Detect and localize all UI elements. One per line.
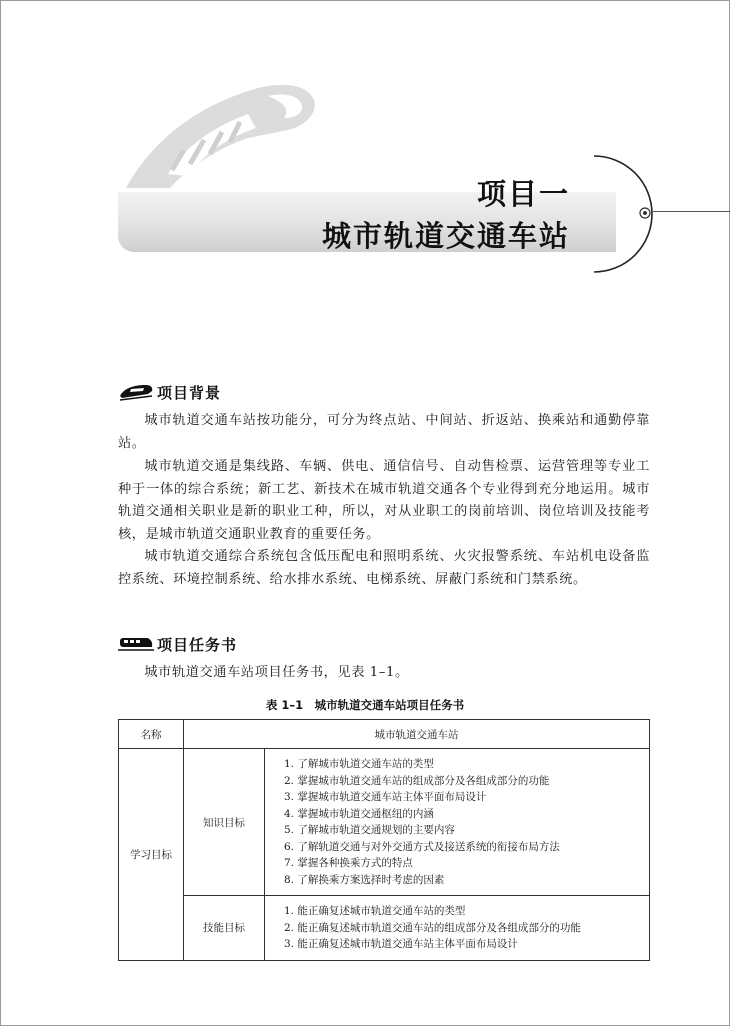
- train-icon: [118, 634, 154, 654]
- paragraph: 城市轨道交通车站按功能分，可分为终点站、中间站、折返站、换乘站和通勤停靠站。: [118, 413, 650, 451]
- list-item: 6. 了解轨道交通与对外交通方式及接送系统的衔接布局方法: [284, 840, 560, 853]
- paragraph: 城市轨道交通是集线路、车辆、供电、通信信号、自动售检票、运营管理等专业工种于一体的综合系统；新工艺、新技术在城市轨道交通各个专业得到充分地运用。城市轨道交通相关职业是新的职业工种，所以，对从业职工的岗前培训、岗位培训及技能考核，是城市轨道交通职业教育的重要任务。: [118, 459, 650, 542]
- list-item: 7. 掌握各种换乘方式的特点: [284, 857, 413, 869]
- header-name-value: 城市轨道交通车站: [184, 720, 650, 749]
- knowledge-goals-cell: [265, 749, 650, 896]
- section-heading-label: 项目任务书: [157, 635, 238, 654]
- skill-goals-label: 技能目标: [184, 896, 265, 961]
- table-caption: 表 1–1 城市轨道交通车站项目任务书: [265, 698, 465, 712]
- train-icon: [118, 382, 154, 402]
- table-row: [119, 896, 650, 961]
- list-item: 1. 能正确复述城市轨道交通车站的类型: [284, 905, 466, 917]
- list-item: 2. 能正确复述城市轨道交通车站的组成部分及各组成部分的功能: [284, 921, 581, 934]
- task-table: [118, 719, 650, 961]
- table-row: [119, 749, 650, 896]
- section-heading-label: 项目背景: [157, 383, 222, 402]
- list-item: 1. 了解城市轨道交通车站的类型: [284, 758, 434, 770]
- list-item: 3. 掌握城市轨道交通车站主体平面布局设计: [284, 791, 487, 803]
- skill-goals-cell: [265, 896, 650, 961]
- list-item: 4. 掌握城市轨道交通枢纽的内涵: [284, 807, 434, 820]
- train-illustration: [118, 78, 318, 196]
- knowledge-goals-list: [266, 750, 648, 894]
- paragraph: 城市轨道交通综合系统包含低压配电和照明系统、火灾报警系统、车站机电设备监控系统、环境控制系统、给水排水系统、电梯系统、屏蔽门系统和门禁系统。: [118, 549, 650, 587]
- list-item: 3. 能正确复述城市轨道交通车站主体平面布局设计: [284, 938, 518, 950]
- table-header-row: [119, 720, 650, 749]
- knowledge-goals-label: 知识目标: [184, 749, 265, 896]
- skill-goals-list: [266, 897, 648, 959]
- table-intro: 城市轨道交通车站项目任务书，见表 1–1。: [144, 665, 409, 680]
- chapter-title: 城市轨道交通车站: [321, 219, 570, 253]
- chapter-arc-ornament: [588, 150, 658, 280]
- chapter-rule: [651, 211, 730, 212]
- list-item: 8. 了解换乘方案选择时考虑的因素: [284, 873, 445, 886]
- list-item: 2. 掌握城市轨道交通车站的组成部分及各组成部分的功能: [284, 774, 550, 787]
- section-heading-tasks: [118, 632, 237, 656]
- learning-goals-label: 学习目标: [119, 749, 184, 961]
- section-heading-background: [118, 380, 221, 404]
- header-name-label: 名称: [119, 720, 184, 749]
- list-item: 5. 了解城市轨道交通规划的主要内容: [284, 824, 455, 836]
- chapter-number: 项目一: [476, 177, 570, 211]
